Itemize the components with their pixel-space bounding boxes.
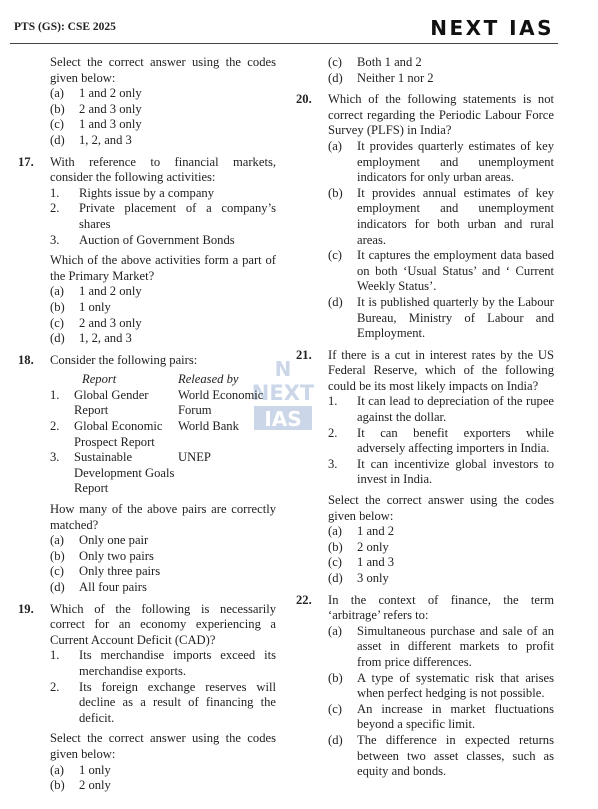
option[interactable]: (b) Only two pairs: [50, 548, 154, 563]
option[interactable]: (a) 1 and 2 only: [50, 284, 142, 299]
option[interactable]: (c) An increase in market fluctuations beyond a specific limit.: [328, 701, 554, 732]
option[interactable]: (d) The difference in expected returns between two asset classes, such as equity and bonds.: [328, 732, 554, 779]
option[interactable]: (a) Only one pair: [50, 533, 149, 548]
brand-logo: NEXT IAS: [430, 16, 554, 40]
pairs-table: [50, 372, 276, 497]
statement: 1. Its merchandise imports exceed its merchandise exports.: [50, 648, 276, 678]
table-row: 1. Global Gender Report World Economic Forum: [50, 387, 264, 418]
table-header-report: Report: [82, 372, 117, 387]
option[interactable]: (d) It is published quarterly by the Labour Bureau, Ministry of Labour and Employment.: [328, 294, 554, 341]
option[interactable]: (d) 1, 2, and 3: [50, 132, 132, 147]
option[interactable]: (a) 1 and 2: [328, 524, 395, 539]
option[interactable]: (a) 1 and 2 only: [50, 86, 142, 101]
option[interactable]: (c) Only three pairs: [50, 564, 161, 579]
table-header-released-by: Released by: [178, 372, 239, 387]
option[interactable]: (b) It provides annual estimates of key employment and unemployment indicators for both urban and rural areas.: [328, 185, 554, 247]
option[interactable]: (a) 1 only: [50, 762, 111, 777]
question-number: 17.: [18, 154, 34, 169]
select-instruction: Select the correct answer using the codes given below:: [50, 55, 276, 85]
option[interactable]: (c) 2 and 3 only: [50, 315, 142, 330]
table-row: 2. Global Economic Prospect Report World Bank: [50, 419, 239, 449]
statement: 2. It can benefit exporters while adversely affecting importers in India.: [328, 425, 554, 456]
statement: 3. Auction of Government Bonds: [50, 232, 235, 247]
watermark-line1: N: [274, 357, 292, 381]
question-number: 21.: [296, 347, 312, 362]
question-stem: Which of the following statements is not correct regarding the Periodic Labour Force Survey (PLFS) in India?: [328, 92, 554, 138]
question-18: [18, 353, 276, 596]
test-series-label: PTS (GS): CSE 2025: [14, 21, 116, 33]
option[interactable]: (c) 1 and 3 only: [50, 117, 142, 132]
option[interactable]: (c) Both 1 and 2: [328, 55, 422, 69]
table-row: 3. Sustainable Development Goals Report UNEP: [50, 450, 211, 496]
question-22: [296, 593, 554, 780]
option[interactable]: (d) All four pairs: [50, 580, 147, 594]
question-19-tail: [296, 55, 554, 86]
option[interactable]: (c) 1 and 3: [328, 555, 395, 570]
left-column: [18, 55, 276, 794]
option[interactable]: (b) A type of systematic risk that arises when perfect hedging is not possible.: [328, 670, 554, 701]
option[interactable]: (c) It captures the employment data based on both ‘Usual Status’ and ‘ Current Weekly Status’.: [328, 248, 554, 294]
watermark-line3: IAS: [264, 407, 302, 431]
statement: 2. Private placement of a company’s shares: [50, 201, 276, 231]
option[interactable]: (a) Simultaneous purchase and sale of an asset in different markets to profit from price differences.: [328, 623, 554, 669]
statement: 1. Rights issue by a company: [50, 185, 215, 200]
header-divider: [10, 43, 558, 44]
option[interactable]: (d) Neither 1 nor 2: [328, 70, 434, 85]
option[interactable]: (b) 2 only: [50, 778, 111, 793]
question-stem: If there is a cut in interest rates by the US Federal Reserve, which of the following could be its most likely impacts on India?: [328, 347, 554, 393]
statement: 2. Its foreign exchange reserves will decline as a result of financing the deficit.: [50, 679, 276, 725]
question-stem: In the context of finance, the term ‘arbitrage’ refers to:: [328, 592, 554, 623]
question-prompt: Which of the above activities form a part of the Primary Market?: [50, 253, 276, 283]
watermark-line2: NEXT: [251, 381, 315, 405]
right-column: [296, 55, 554, 780]
question-number: 20.: [296, 92, 312, 107]
select-instruction: Select the correct answer using the codes given below:: [50, 731, 276, 761]
option[interactable]: (b) 2 only: [328, 539, 389, 554]
statement: 3. It can incentivize global investors to invest in India.: [328, 456, 554, 487]
question-16-tail: [18, 55, 276, 149]
option[interactable]: (a) It provides quarterly estimates of key employment and unemployment indicators for only urban areas.: [328, 138, 554, 185]
question-17: [18, 155, 276, 347]
question-20: [296, 92, 554, 342]
statement: 1. It can lead to depreciation of the rupee against the dollar.: [328, 394, 554, 425]
question-21: [296, 348, 554, 587]
select-instruction: Select the correct answer using the codes given below:: [328, 493, 554, 523]
question-19: [18, 602, 276, 794]
page-header: [0, 0, 598, 46]
option[interactable]: (b) 2 and 3 only: [50, 101, 142, 116]
question-prompt: How many of the above pairs are correctly matched?: [50, 502, 276, 532]
question-stem: With reference to financial markets, consider the following activities:: [50, 154, 276, 185]
option[interactable]: (d) 1, 2, and 3: [50, 331, 132, 346]
option[interactable]: (d) 3 only: [328, 571, 389, 585]
question-number: 18.: [18, 352, 34, 367]
question-number: 19.: [18, 601, 34, 616]
question-number: 22.: [296, 592, 312, 607]
question-stem: Which of the following is necessarily correct for an economy experiencing a Current Account Deficit (CAD)?: [50, 601, 276, 647]
question-stem: Consider the following pairs:: [50, 352, 198, 367]
option[interactable]: (b) 1 only: [50, 299, 111, 314]
